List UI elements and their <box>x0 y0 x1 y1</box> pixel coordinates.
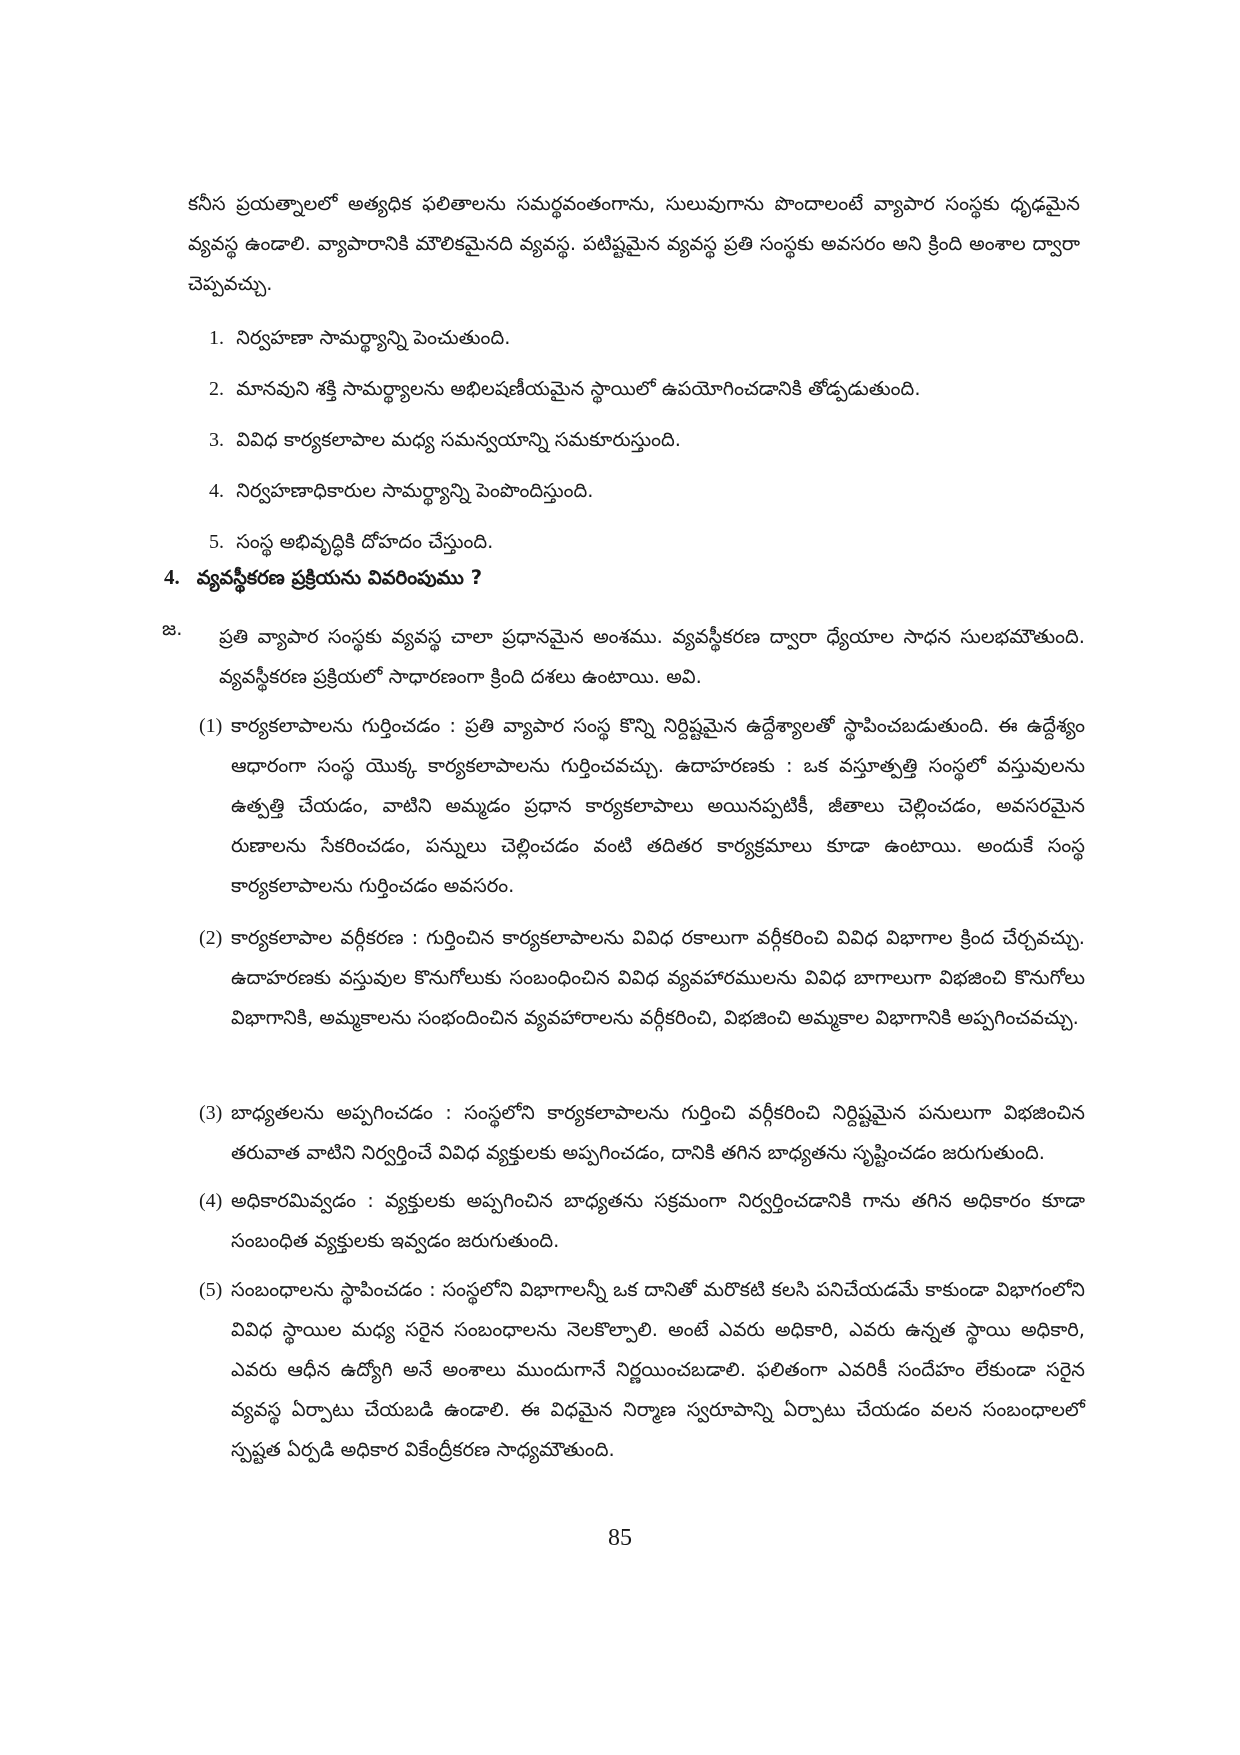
benefits-list <box>209 312 921 567</box>
page-number: 85 <box>608 1525 632 1551</box>
list-item <box>209 414 921 465</box>
list-item-text: మానవుని శక్తి సామర్థ్యాలను అభిలషణీయమైన స్థాయిలో ఉపయోగించడానికి తోడ్పడుతుంది. <box>236 377 921 400</box>
list-item-number: 3. <box>209 429 224 451</box>
list-item <box>209 465 921 516</box>
list-item <box>209 363 921 414</box>
step-number: (3) <box>199 1102 223 1124</box>
step-item <box>199 1270 1085 1470</box>
step-item <box>199 918 1085 1038</box>
step-text: కార్యకలాపాలను గుర్తించడం : ప్రతి వ్యాపార సంస్థ కొన్ని నిర్దిష్టమైన ఉద్దేశ్యాలతో స్థాపించబడుతుంది. ఈ ఉద్దేశ్యం ఆధారంగా సంస్థ యొక్క కార్యకలాపాలను గుర్తించవచ్చు. ఉదాహరణకు : ఒక వస్తూత్పత్తి సంస్థలో వస్తువులను ఉత్పత్తి చేయడం, వాటిని అమ్మడం ప్రధాన కార్యకలాపాలు అయినప్పటికీ, జీతాలు చెల్లించడం, అవసరమైన రుణాలను సేకరించడం, పన్నులు చెల్లించడం వంటి తదితర కార్యక్రమాలు కూడా ఉంటాయి. అందుకే సంస్థ కార్యకలాపాలను గుర్తించడం అవసరం. <box>231 714 1085 897</box>
step-item <box>199 1093 1085 1173</box>
step-text: సంబంధాలను స్థాపించడం : సంస్థలోని విభాగాలన్నీ ఒక దానితో మరొకటి కలసి పనిచేయడమే కాకుండా విభాగంలోని వివిధ స్థాయిల మధ్య సరైన సంబంధాలను నెలకొల్పాలి. అంటే ఎవరు అధికారి, ఎవరు ఉన్నత స్థాయి అధికారి, ఎవరు ఆధీన ఉద్యోగి అనే అంశాలు ముందుగానే నిర్ణయించబడాలి. ఫలితంగా ఎవరికీ సందేహం లేకుండా సరైన వ్యవస్థ ఏర్పాటు చేయబడి ఉండాలి. ఈ విధమైన నిర్మాణ స్వరూపాన్ని ఏర్పాటు చేయడం వలన సంబంధాలలో స్పష్టత ఏర్పడి అధికార వికేంద్రీకరణ సాధ్యమౌతుంది. <box>231 1278 1085 1461</box>
step-text: కార్యకలాపాల వర్గీకరణ : గుర్తించిన కార్యకలాపాలను వివిధ రకాలుగా వర్గీకరించి వివిధ విభాగాల క్రింద చేర్చవచ్చు. ఉదాహరణకు వస్తువుల కొనుగోలుకు సంబంధించిన వివిధ వ్యవహారములను వివిధ బాగాలుగా విభజించి కొనుగోలు విభాగానికి, అమ్మకాలను సంభందించిన వ్యవహారాలను వర్గీకరించి, విభజించి అమ్మకాల విభాగానికి అప్పగించవచ్చు. <box>231 926 1085 1029</box>
step-number: (1) <box>199 715 223 737</box>
step-item <box>199 1181 1085 1261</box>
list-item-number: 2. <box>209 378 224 400</box>
answer-marker: జ. <box>162 617 183 640</box>
list-item-text: నిర్వహణా సామర్థ్యాన్ని పెంచుతుంది. <box>236 326 511 349</box>
list-item <box>209 312 921 363</box>
question-heading <box>164 565 482 594</box>
step-text: అధికారమివ్వడం : వ్యక్తులకు అప్పగించిన బాధ్యతను సక్రమంగా నిర్వర్తించడానికి గాను తగిన అధికారం కూడా సంబంధిత వ్యక్తులకు ఇవ్వడం జరుగుతుంది. <box>231 1189 1085 1252</box>
answer-paragraph: ప్రతి వ్యాపార సంస్థకు వ్యవస్థ చాలా ప్రధానమైన అంశము. వ్యవస్థీకరణ ద్వారా ధ్యేయాల సాధన సులభమౌతుంది. వ్యవస్థీకరణ ప్రక్రియలో సాధారణంగా క్రింది దశలు ఉంటాయి. అవి. <box>219 625 1085 688</box>
intro-paragraph: కనీస ప్రయత్నాలలో అత్యధిక ఫలితాలను సమర్థవంతంగాను, సులువుగాను పొందాలంటే వ్యాపార సంస్థకు ధృఢమైన వ్యవస్థ ఉండాలి. వ్యాపారానికి మౌలికమైనది వ్యవస్థ. పటిష్టమైన వ్యవస్థ ప్రతి సంస్థకు అవసరం అని క్రింది అంశాల ద్వారా చెప్పవచ్చు. <box>188 192 1080 295</box>
question-number: 4. <box>164 565 180 589</box>
list-item <box>209 516 921 567</box>
step-number: (4) <box>199 1190 223 1212</box>
step-number: (5) <box>199 1279 223 1301</box>
list-item-number: 5. <box>209 531 224 553</box>
list-item-number: 4. <box>209 480 224 502</box>
list-item-text: సంస్థ అభివృద్ధికి దోహదం చేస్తుంది. <box>236 530 494 553</box>
list-item-text: వివిధ కార్యకలాపాల మధ్య సమన్వయాన్ని సమకూరుస్తుంది. <box>236 428 681 451</box>
step-number: (2) <box>199 927 223 949</box>
question-text: వ్యవస్థీకరణ ప్రక్రియను వివరింపుము ? <box>196 566 483 589</box>
list-item-number: 1. <box>209 327 224 349</box>
step-item <box>199 706 1085 906</box>
step-text: బాధ్యతలను అప్పగించడం : సంస్థలోని కార్యకలాపాలను గుర్తించి వర్గీకరించి నిర్దిష్టమైన పనులుగా విభజించిన తరువాత వాటిని నిర్వర్తించే వివిధ వ్యక్తులకు అప్పగించడం, దానికి తగిన బాధ్యతను సృష్టించడం జరుగుతుంది. <box>231 1101 1085 1164</box>
list-item-text: నిర్వహణాధికారుల సామర్థ్యాన్ని పెంపొందిస్తుంది. <box>236 479 594 502</box>
